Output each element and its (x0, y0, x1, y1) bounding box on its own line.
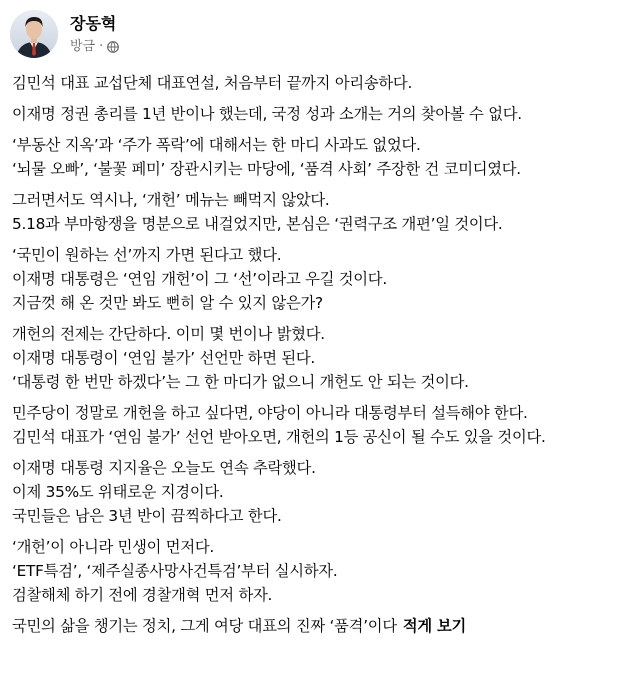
post-text: 국민의 삶을 챙기는 정치, 그게 여당 대표의 진짜 ‘품격’이다 (12, 617, 397, 635)
author-name[interactable]: 장동혁 (70, 13, 117, 33)
post-paragraph (12, 243, 634, 315)
post-text-line (12, 370, 634, 394)
post-text-line (12, 504, 634, 528)
post-text-line (12, 346, 634, 370)
post-text-line (12, 583, 634, 607)
post-text: ‘국민이 원하는 선’까지 가면 된다고 했다. (12, 246, 282, 264)
post-paragraph (12, 614, 634, 638)
separator: · (99, 38, 104, 54)
avatar[interactable] (10, 10, 58, 58)
post-text: ‘대통령 한 번만 하겠다’는 그 한 마디가 없으니 개헌도 안 되는 것이다. (12, 373, 469, 391)
post-paragraph (12, 401, 634, 449)
post-text: 개헌의 전제는 간단하다. 이미 몇 번이나 밝혔다. (12, 325, 325, 343)
post-text-line (12, 157, 634, 181)
post-paragraph (12, 102, 634, 126)
post-body (12, 71, 634, 645)
post-subline (70, 39, 119, 55)
post-text: ‘개헌’이 아니라 민생이 먼저다. (12, 538, 214, 556)
post-header (10, 6, 119, 62)
post-text: 이재명 대통령이 ‘연임 불가’ 선언만 하면 된다. (12, 349, 315, 367)
post-text: 김민석 대표가 ‘연임 불가’ 선언 받아오면, 개헌의 1등 공신이 될 수도 있을 것이다. (12, 428, 546, 446)
post-text: 검찰해체 하기 전에 경찰개혁 먼저 하자. (12, 586, 273, 604)
post-text-line (12, 102, 634, 126)
post-text-line (12, 243, 634, 267)
post-text: 5.18과 부마항쟁을 명분으로 내걸었지만, 본심은 ‘권력구조 개편’일 것이다. (12, 215, 503, 233)
post-text: 이재명 정권 총리를 1년 반이나 했는데, 국정 성과 소개는 거의 찾아볼 수 없다. (12, 105, 522, 123)
post-text-line (12, 188, 634, 212)
post-text-line (12, 71, 634, 95)
post-text: 김민석 대표 교섭단체 대표연설, 처음부터 끝까지 아리송하다. (12, 74, 413, 92)
post-text-line (12, 212, 634, 236)
post-text-line (12, 425, 634, 449)
post-text-line (12, 480, 634, 504)
post-paragraph (12, 71, 634, 95)
post-meta (70, 14, 119, 55)
globe-icon[interactable] (107, 41, 119, 53)
post-text: ‘부동산 지옥’과 ‘주가 폭락’에 대해서는 한 마디 사과도 없었다. (12, 136, 421, 154)
post-paragraph (12, 535, 634, 607)
post-text: 이재명 대통령 지지율은 오늘도 연속 추락했다. (12, 459, 316, 477)
post-paragraph (12, 456, 634, 528)
post-text-line (12, 291, 634, 315)
post-text: ‘ETF특검’, ‘제주실종사망사건특검’부터 실시하자. (12, 562, 338, 580)
post-text: 지금껏 해 온 것만 봐도 뻔히 알 수 있지 않은가? (12, 294, 323, 312)
post-text-line (12, 267, 634, 291)
post-text: 이제 35%도 위태로운 지경이다. (12, 483, 224, 501)
post-text: 그러면서도 역시나, ‘개헌’ 메뉴는 빼먹지 않았다. (12, 191, 330, 209)
post-paragraph (12, 133, 634, 181)
post-text: 민주당이 정말로 개헌을 하고 싶다면, 야당이 아니라 대통령부터 설득해야 한다. (12, 404, 528, 422)
post-text: ‘뇌물 오빠’, ‘불꽃 페미’ 장관시키는 마당에, ‘품격 사회’ 주장한 건 코미디였다. (12, 160, 521, 178)
post-text-line (12, 559, 634, 583)
post-text-line (12, 456, 634, 480)
post-text-line (12, 322, 634, 346)
post-paragraph (12, 188, 634, 236)
post-text-line (12, 133, 634, 157)
post-text: 이재명 대통령은 ‘연임 개헌’이 그 ‘선’이라고 우길 것이다. (12, 270, 387, 288)
post-text-line (12, 614, 634, 638)
see-less-link[interactable]: 적게 보기 (402, 617, 467, 635)
timestamp[interactable]: 방금 (70, 38, 96, 54)
post-text: 국민들은 남은 3년 반이 끔찍하다고 한다. (12, 507, 282, 525)
post-paragraph (12, 322, 634, 394)
post-text-line (12, 535, 634, 559)
post-text-line (12, 401, 634, 425)
